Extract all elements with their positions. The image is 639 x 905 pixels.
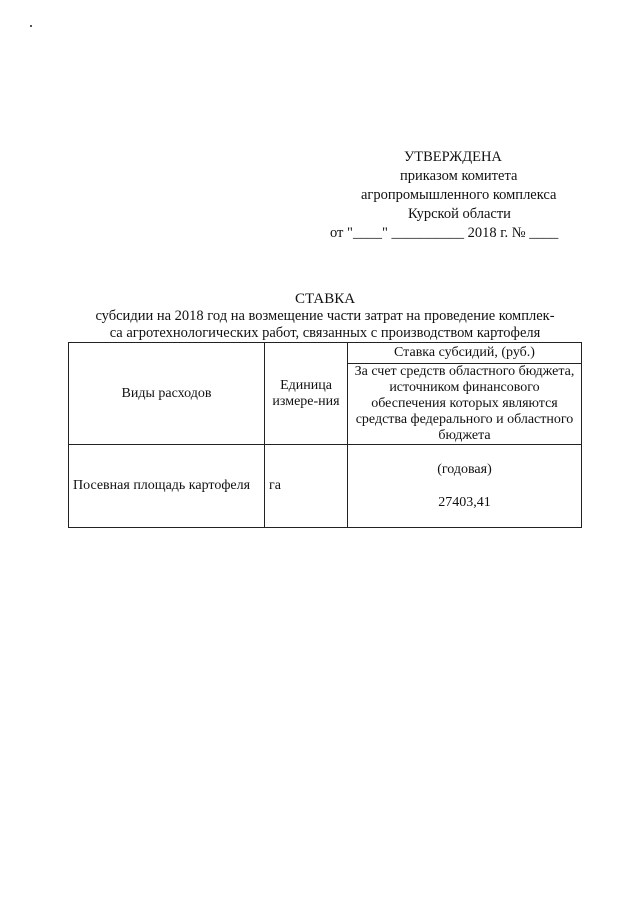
subtitle-line-1: субсидии на 2018 год на возмещение части затрат на проведение комплек- [95,308,555,324]
document-title: СТАВКА [294,291,356,307]
subsidy-rate-table [68,342,582,528]
approval-stamp-block [300,148,600,243]
row-unit: га [265,445,348,528]
approval-order-line: приказом комитета [400,168,518,184]
row-rate-cell [348,445,582,528]
approval-date-number-line: от "____" __________ 2018 г. № ____ [330,225,559,241]
scan-speck [30,25,32,27]
table-row [69,445,582,528]
table-header-row [69,343,582,364]
row-expense-name: Посевная площадь картофеля [69,445,265,528]
subtitle-line-2: са агротехнологических работ, связанных с производством картофеля [109,325,541,341]
approval-heading: УТВЕРЖДЕНА [404,149,502,165]
header-funding-source: За счет средств областного бюджета, источником финансового обеспечения которых являются средства федерального и областного бюджета [348,364,582,445]
header-expense-kinds: Виды расходов [69,343,265,445]
header-unit [265,343,348,445]
row-rate-period: (годовая) [437,461,492,477]
approval-region-line: Курской области [408,206,511,222]
row-rate-value: 27403,41 [438,494,491,510]
header-unit-text: Единица измере-ния [272,377,340,409]
header-subsidy-rate: Ставка субсидий, (руб.) [348,343,582,364]
approval-committee-line: агропромышленного комплекса [361,187,557,203]
document-subtitle [68,308,582,342]
